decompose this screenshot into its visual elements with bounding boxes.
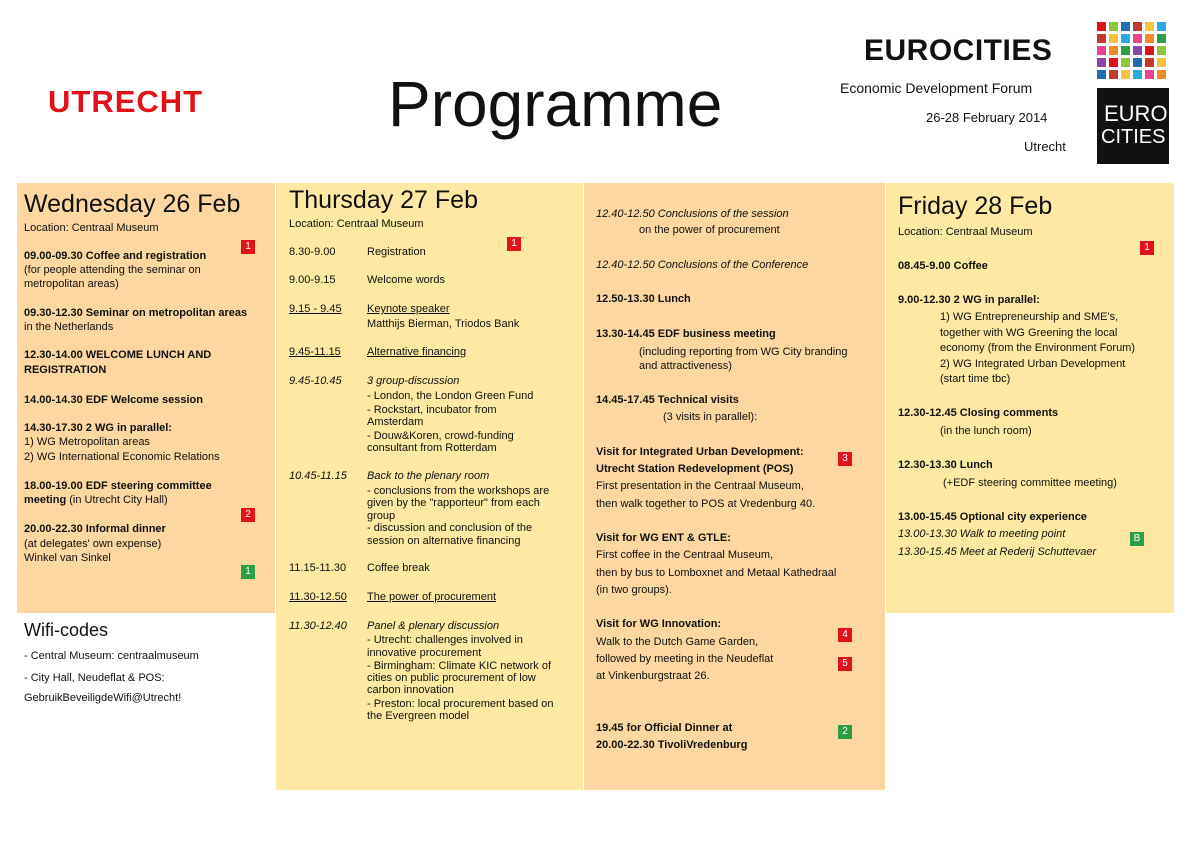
logo-line-2: CITIES [1101,126,1166,148]
wednesday-location: Location: Centraal Museum [24,222,159,234]
fri-closing-sub: (in the lunch room) [940,425,1032,437]
wed-item-2: 09.30-12.30 Seminar on metropolitan areas [24,307,248,319]
thu-text: Keynote speaker [367,303,450,315]
fri-closing: 12.30-12.45 Closing comments [898,407,1059,419]
thu-pm-line: 12.40-12.50 Conclusions of the Conference [596,259,809,271]
thu-text: Coffee break [367,562,430,574]
thu-text: Registration [367,246,426,258]
thu-sub: Matthijs Bierman, Triodos Bank [367,318,520,330]
wed-item-1-line: metropolitan areas) [24,278,119,290]
thu-time: 11.15-11.30 [289,562,347,574]
color-square [1133,58,1142,67]
wifi-line: GebruikBeveiligdeWifi@Utrecht! [24,692,182,704]
visit-line: Visit for WG ENT & GTLE: [596,532,731,544]
fri-experience-line: 13.30-15.45 Meet at Rederij Schuttevaer [898,546,1097,558]
dinner-line: 19.45 for Official Dinner at [596,722,733,734]
thu-pm-line: on the power of procurement [639,224,780,236]
wed-item-1-line: (for people attending the seminar on [24,264,201,276]
thu-time: 9.15 - 9.45 [289,303,342,315]
thu-pm-line: 12.50-13.30 Lunch [596,293,691,305]
color-square [1109,70,1118,79]
friday-location: Location: Centraal Museum [898,226,1033,238]
thu-sub: - Douw&Koren, crowd-funding [367,430,514,442]
fri-wg-line: economy (from the Environment Forum) [940,342,1136,354]
wed-item-7: 20.00-22.30 Informal dinner [24,523,166,535]
forum-city: Utrecht [1024,139,1066,154]
color-square [1133,22,1142,31]
color-square [1121,70,1130,79]
thu-pm-line: 12.40-12.50 Conclusions of the session [596,208,789,220]
thu-sub: - conclusions from the workshops are [367,485,550,497]
color-square [1133,34,1142,43]
color-square [1157,46,1166,55]
visit-line: Visit for Integrated Urban Development: [596,446,804,458]
wed-item-5: 14.30-17.30 2 WG in parallel: [24,422,172,434]
color-square [1133,70,1142,79]
color-square [1097,22,1106,31]
fri-experience-line: 13.00-13.30 Walk to meeting point [898,528,1066,540]
thu-time: 11.30-12.40 [289,620,347,632]
fri-coffee: 08.45-9.00 Coffee [898,260,988,272]
visit-line: First coffee in the Centraal Museum, [596,549,774,561]
color-square [1121,58,1130,67]
fri-lunch: 12.30-13.30 Lunch [898,459,993,471]
thu-sub: - discussion and conclusion of the [367,522,533,534]
color-square [1157,22,1166,31]
venue-badge: 1 [241,240,255,254]
thu-sub: - Rockstart, incubator from [367,404,497,416]
color-square [1097,34,1106,43]
venue-badge: 2 [838,725,852,739]
fri-experience: 13.00-15.45 Optional city experience [898,511,1087,523]
visit-line: at Vinkenburgstraat 26. [596,670,710,682]
thu-text: The power of procurement [367,591,497,603]
thu-time: 11.30-12.50 [289,591,347,603]
thu-text: Welcome words [367,274,446,286]
wed-item-1: 09.00-09.30 Coffee and registration [24,250,207,262]
wed-item-6-bold: meeting [24,494,67,506]
thu-time: 10.45-11.15 [289,470,347,482]
thu-sub: - London, the London Green Fund [367,390,534,402]
wed-item-7-line: (at delegates' own expense) [24,538,162,550]
thu-text: Back to the plenary room [367,470,490,482]
color-square [1109,46,1118,55]
wednesday-heading: Wednesday 26 Feb [24,190,241,218]
thu-time: 9.45-11.15 [289,346,341,358]
color-square [1097,70,1106,79]
wed-item-7-line: Winkel van Sinkel [24,552,111,564]
color-square [1145,46,1154,55]
color-square [1157,34,1166,43]
thu-sub: session on alternative financing [367,535,521,547]
thu-sub: carbon innovation [367,684,454,696]
thu-sub: group [367,510,396,522]
wed-item-3: 12.30-14.00 WELCOME LUNCH AND [24,349,212,361]
wed-item-6-line [24,494,168,507]
fri-wg-line: together with WG Greening the local [940,327,1118,339]
forum-name: Economic Development Forum [840,80,1033,96]
thu-pm-line: and attractiveness) [639,360,732,372]
thu-sub: - Birmingham: Climate KIC network of [367,660,551,672]
thu-text: Panel & plenary discussion [367,620,500,632]
color-square [1097,46,1106,55]
color-square [1133,46,1142,55]
thu-sub: given by the "rapporteur" from each [367,497,540,509]
venue-badge: 4 [838,628,852,642]
thu-sub: - Preston: local procurement based on [367,698,554,710]
logo-line-1: EURO [1104,101,1168,126]
color-square [1109,22,1118,31]
wifi-heading: Wifi-codes [24,620,109,640]
color-square [1157,58,1166,67]
wifi-line: - Central Museum: centraalmuseum [24,650,199,662]
forum-dates: 26-28 February 2014 [926,110,1048,125]
color-square [1121,34,1130,43]
dinner-line: 20.00-22.30 TivoliVredenburg [596,739,748,751]
thu-sub: consultant from Rotterdam [367,442,497,454]
venue-badge: 2 [241,508,255,522]
color-square [1145,34,1154,43]
thu-pm-line: 14.45-17.45 Technical visits [596,394,739,406]
fri-wg-line: 1) WG Entrepreneurship and SME's, [940,311,1119,323]
thu-time: 9.00-9.15 [289,274,336,286]
color-square [1145,58,1154,67]
wifi-line: - City Hall, Neudeflat & POS: [24,672,165,684]
wed-item-6-rest: (in Utrecht City Hall) [66,494,168,506]
thu-time: 8.30-9.00 [289,246,336,258]
visit-line: Utrecht Station Redevelopment (POS) [596,463,794,475]
venue-badge: 1 [1140,241,1154,255]
venue-badge: 3 [838,452,852,466]
wed-item-2-line: in the Netherlands [24,321,114,333]
wed-item-6: 18.00-19.00 EDF steering committee [24,480,212,492]
color-square [1145,70,1154,79]
color-square [1145,22,1154,31]
eurocities-color-grid [1097,22,1169,82]
fri-lunch-sub: (+EDF steering committee meeting) [943,477,1117,489]
color-square [1157,70,1166,79]
thu-sub: cities on public procurement of low [367,672,536,684]
visit-line: followed by meeting in the Neudeflat [596,653,774,665]
thu-sub: the Evergreen model [367,710,470,722]
thu-sub: innovative procurement [367,647,482,659]
thu-time: 9.45-10.45 [289,375,342,387]
visit-line: First presentation in the Centraal Museum, [596,480,804,492]
wed-item-5-line: 2) WG International Economic Relations [24,451,220,463]
thu-pm-line: (3 visits in parallel): [663,411,758,423]
fri-wg-line: 2) WG Integrated Urban Development [940,358,1126,370]
thu-text: 3 group-discussion [367,375,460,387]
venue-badge: 1 [241,565,255,579]
venue-badge: 5 [838,657,852,671]
wed-item-5-line: 1) WG Metropolitan areas [24,436,150,448]
thu-sub: - Utrecht: challenges involved in [367,634,523,646]
visit-line: then by bus to Lomboxnet and Metaal Kathedraal [596,567,837,579]
thursday-location: Location: Centraal Museum [289,218,424,230]
color-square [1121,22,1130,31]
thu-pm-line: (including reporting from WG City branding [639,346,848,358]
venue-badge: 1 [507,237,521,251]
color-square [1121,46,1130,55]
wed-item-3-line: REGISTRATION [24,364,107,376]
color-square [1109,58,1118,67]
visit-line: Visit for WG Innovation: [596,618,722,630]
fri-wg: 9.00-12.30 2 WG in parallel: [898,294,1040,306]
venue-badge: B [1130,532,1144,546]
utrecht-logo: UTRECHT [48,84,204,119]
thu-sub: Amsterdam [367,416,424,428]
visit-line: Walk to the Dutch Game Garden, [596,636,759,648]
fri-wg-line: (start time tbc) [940,373,1011,385]
thu-text: Alternative financing [367,346,467,358]
friday-heading: Friday 28 Feb [898,192,1053,220]
thu-pm-line: 13.30-14.45 EDF business meeting [596,328,776,340]
eurocities-brand: EUROCITIES [864,34,1053,67]
eurocities-logo [1097,88,1169,164]
color-square [1109,34,1118,43]
wed-item-4: 14.00-14.30 EDF Welcome session [24,394,203,406]
thursday-heading: Thursday 27 Feb [289,186,478,214]
color-square [1097,58,1106,67]
page-title: Programme [388,68,723,140]
visit-line: then walk together to POS at Vredenburg 40. [596,498,816,510]
visit-line: (in two groups). [596,584,672,596]
